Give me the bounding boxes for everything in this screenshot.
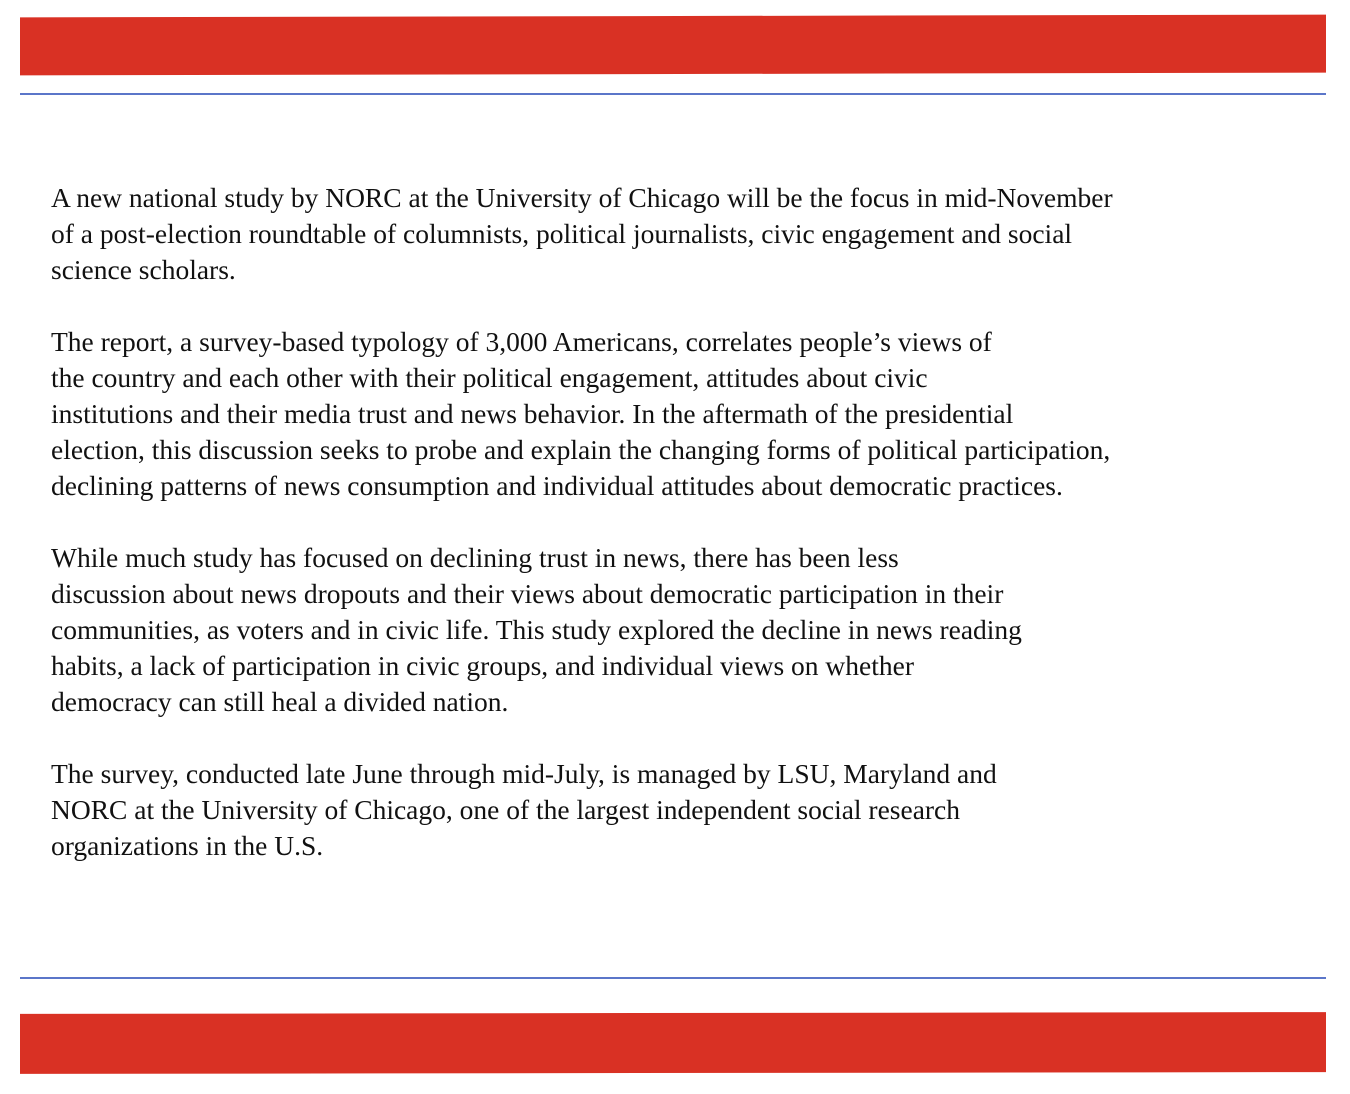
top-blue-rule <box>20 93 1326 95</box>
paragraph-study-announcement: A new national study by NORC at the University of Chicago will be the focus in mid-November of a post-election roundtable of columnists, political journalists, civic engagement and social science scholars. <box>51 182 1113 285</box>
paragraph-news-dropouts: While much study has focused on declining trust in news, there has been less discussion about news dropouts and their views about democratic participation in their communities, as voters and in civic life. This study explored the decline in news reading habits, a lack of participation in civic groups, and individual views on whether democracy can still heal a divided nation. <box>51 542 1022 717</box>
article-body <box>51 180 1331 900</box>
bottom-blue-rule <box>20 977 1326 979</box>
paragraph-survey-details: The survey, conducted late June through mid-July, is managed by LSU, Maryland and NORC at the University of Chicago, one of the largest independent social research organizations in the U.S. <box>51 758 997 861</box>
paragraph-report-description: The report, a survey-based typology of 3,000 Americans, correlates people’s views of the country and each other with their political engagement, attitudes about civic institutions and their media trust and news behavior. In the aftermath of the presidential election, this discussion seeks to probe and explain the changing forms of political participation, declining patterns of news consumption and individual attitudes about democratic practices. <box>51 326 1111 501</box>
bottom-red-banner <box>20 1012 1326 1074</box>
top-red-banner <box>20 15 1326 76</box>
